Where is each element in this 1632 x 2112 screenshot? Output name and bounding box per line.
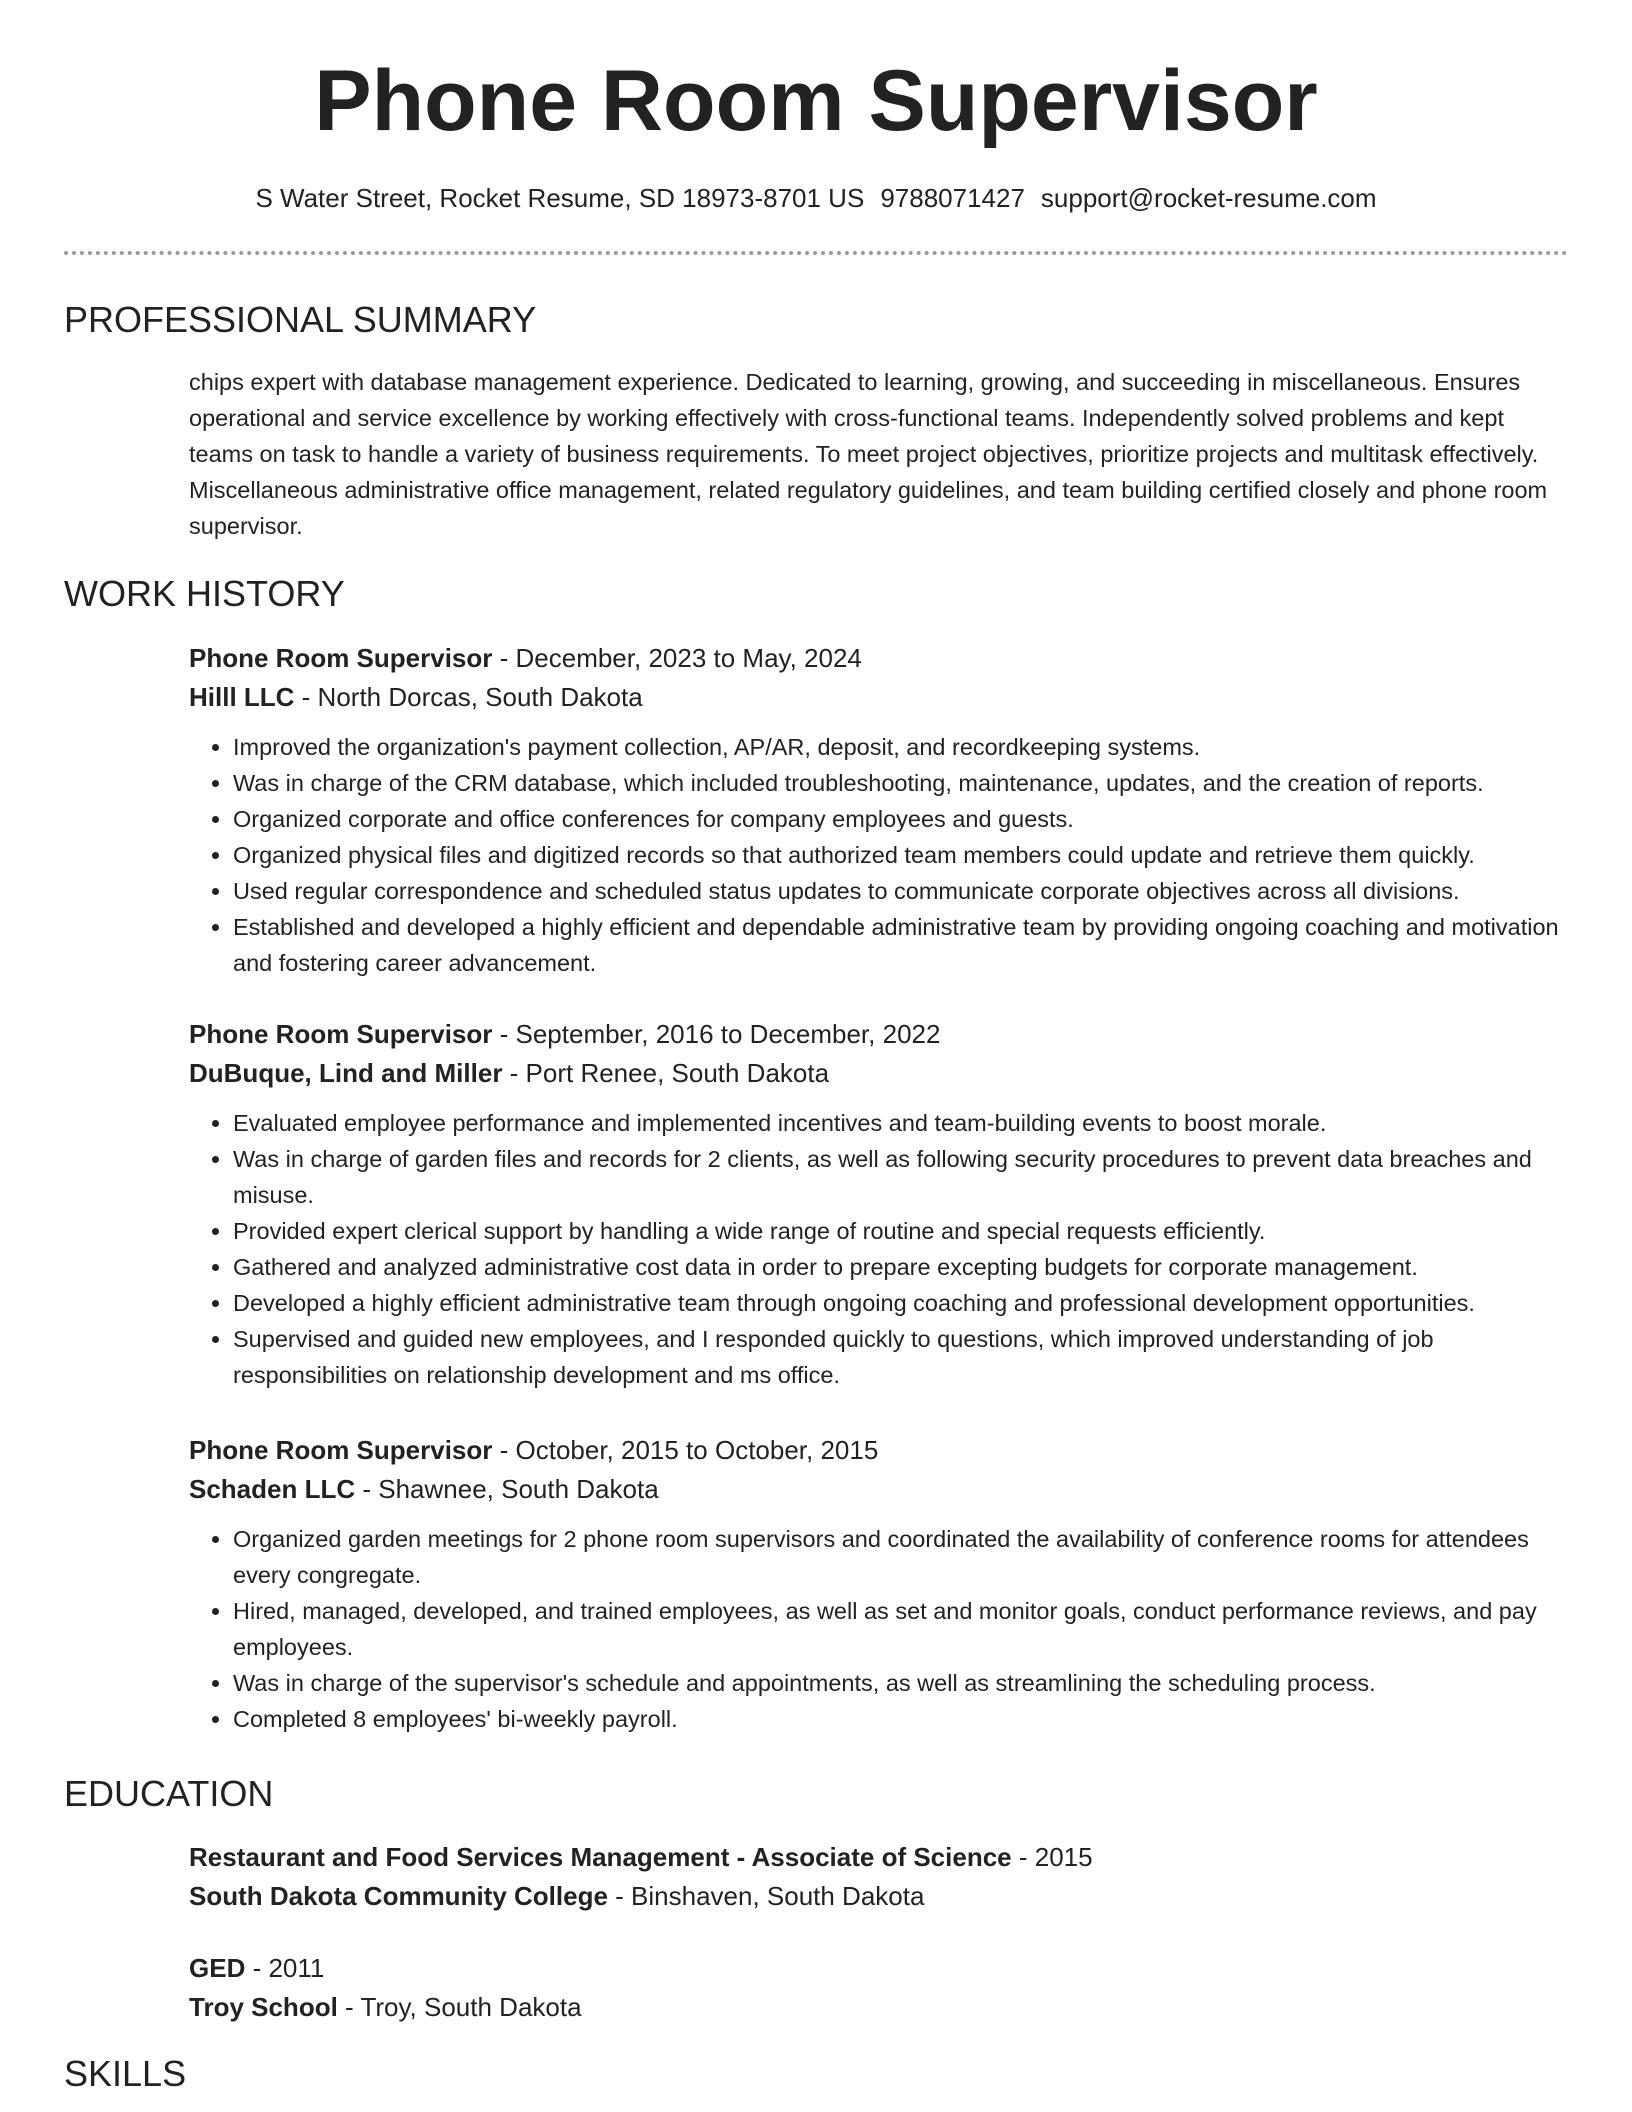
education-entry — [189, 1949, 1569, 2027]
contact-info — [0, 182, 1632, 216]
job-bullet: • Used regular correspondence and scheduled status updates to communicate corporate objectives across all divisions. — [233, 873, 1569, 909]
job-location: - Port Renee, South Dakota — [502, 1058, 830, 1088]
contact-address: S Water Street, Rocket Resume, SD 18973-8701 US — [255, 183, 865, 213]
job-location: - Shawnee, South Dakota — [355, 1474, 659, 1504]
job-bullet: • Completed 8 employees' bi-weekly payroll. — [233, 1701, 1569, 1737]
job-title: Phone Room Supervisor — [189, 643, 493, 673]
job-bullet: • Organized corporate and office conferences for company employees and guests. — [233, 801, 1569, 837]
job-location: - North Dorcas, South Dakota — [294, 682, 643, 712]
job-entry — [189, 1015, 1569, 1393]
job-bullet: • Gathered and analyzed administrative cost data in order to prepare excepting budgets for corporate management. — [233, 1249, 1569, 1285]
job-bullets — [189, 1521, 1569, 1737]
job-company: Hilll LLC — [189, 682, 295, 712]
summary-text: chips expert with database management experience. Dedicated to learning, growing, and succeeding in miscellaneous. Ensures operational and service excellence by working effectively with cross-functional teams. Independently solved problems and kept teams on task to handle a variety of business requirements. To meet project objectives, prioritize projects and multitask effectively. Miscellaneous administrative office management, related regulatory guidelines, and team building certified closely and phone room supervisor. — [189, 369, 1548, 539]
job-bullet: • Established and developed a highly efficient and dependable administrative team by providing ongoing coaching and motivation and fostering career advancement. — [233, 909, 1569, 981]
section-title-work-history: WORK HISTORY — [64, 573, 345, 614]
job-bullet: • Organized physical files and digitized records so that authorized team members could update and retrieve them quickly. — [233, 837, 1569, 873]
education-location: - Troy, South Dakota — [337, 1992, 582, 2022]
job-bullets — [189, 729, 1569, 981]
job-bullet: • Was in charge of the supervisor's schedule and appointments, as well as streamlining the scheduling process. — [233, 1665, 1569, 1701]
education-year: - 2015 — [1011, 1842, 1093, 1872]
contact-email: support@rocket-resume.com — [1040, 183, 1377, 213]
job-bullet: • Was in charge of garden files and records for 2 clients, as well as following security procedures to prevent data breaches and misuse. — [233, 1141, 1569, 1213]
job-bullet: • Was in charge of the CRM database, which included troubleshooting, maintenance, updates, and the creation of reports. — [233, 765, 1569, 801]
education-year: - 2011 — [245, 1953, 325, 1983]
education-degree-line — [189, 1949, 1569, 1988]
education-location: - Binshaven, South Dakota — [607, 1881, 925, 1911]
education-school: Troy School — [189, 1992, 338, 2022]
job-bullet: • Organized garden meetings for 2 phone room supervisors and coordinated the availability of conference rooms for attendees every congregate. — [233, 1521, 1569, 1593]
job-dates: - October, 2015 to October, 2015 — [492, 1435, 879, 1465]
job-company-line — [189, 678, 1569, 717]
education-entry — [189, 1838, 1569, 1916]
job-company-line — [189, 1054, 1569, 1093]
job-entry — [189, 1431, 1569, 1737]
education-school-line — [189, 1988, 1569, 2027]
education-degree: GED — [189, 1953, 246, 1983]
job-bullet: • Improved the organization's payment collection, AP/AR, deposit, and recordkeeping systems. — [233, 729, 1569, 765]
section-title-skills: SKILLS — [64, 2053, 187, 2094]
job-bullet: • Developed a highly efficient administrative team through ongoing coaching and professional development opportunities. — [233, 1285, 1569, 1321]
job-title-line — [189, 639, 1569, 678]
job-dates: - September, 2016 to December, 2022 — [492, 1019, 941, 1049]
job-title: Phone Room Supervisor — [189, 1019, 493, 1049]
education-school-line — [189, 1877, 1569, 1916]
job-bullet: • Provided expert clerical support by handling a wide range of routine and special requests efficiently. — [233, 1213, 1569, 1249]
job-dates: - December, 2023 to May, 2024 — [492, 643, 862, 673]
section-title-education: EDUCATION — [64, 1773, 274, 1814]
header-divider — [64, 251, 1568, 255]
education-degree-line — [189, 1838, 1569, 1877]
job-company-line — [189, 1470, 1569, 1509]
education-degree: Restaurant and Food Services Management - Associate of Science — [189, 1842, 1012, 1872]
job-bullets — [189, 1105, 1569, 1393]
job-bullet: • Supervised and guided new employees, and I responded quickly to questions, which improved understanding of job responsibilities on relationship development and ms office. — [233, 1321, 1569, 1393]
education-school: South Dakota Community College — [189, 1881, 608, 1911]
job-title-line — [189, 1431, 1569, 1470]
job-title: Phone Room Supervisor — [189, 1435, 493, 1465]
section-title-summary: PROFESSIONAL SUMMARY — [64, 299, 537, 340]
job-company: DuBuque, Lind and Miller — [189, 1058, 503, 1088]
job-bullet: • Evaluated employee performance and implemented incentives and team-building events to boost morale. — [233, 1105, 1569, 1141]
job-entry — [189, 639, 1569, 981]
job-title-line — [189, 1015, 1569, 1054]
contact-phone: 9788071427 — [880, 183, 1025, 213]
job-company: Schaden LLC — [189, 1474, 356, 1504]
candidate-name: Phone Room Supervisor — [314, 53, 1318, 149]
summary-block — [189, 364, 1569, 544]
job-bullet: • Hired, managed, developed, and trained employees, as well as set and monitor goals, conduct performance reviews, and pay employees. — [233, 1593, 1569, 1665]
